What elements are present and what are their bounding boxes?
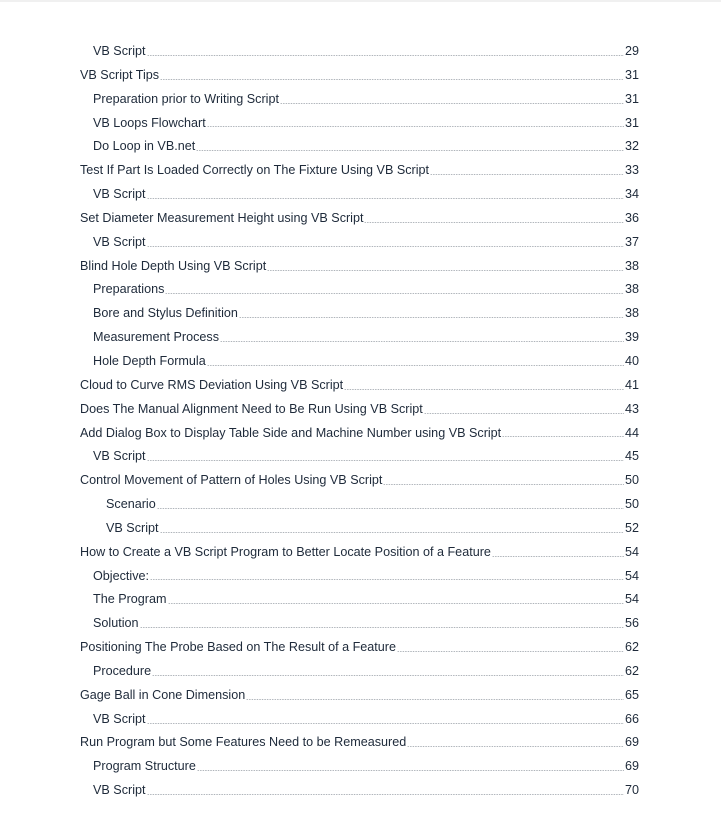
- toc-entry-page-number[interactable]: 66: [624, 711, 639, 726]
- page-top-edge: [0, 0, 721, 2]
- toc-entry[interactable]: [80, 374, 639, 398]
- toc-entry[interactable]: [80, 636, 639, 660]
- dot-leader: [157, 508, 624, 509]
- toc-entry-page-number[interactable]: 33: [624, 163, 639, 178]
- dot-leader: [430, 174, 624, 175]
- toc-entry[interactable]: [80, 731, 639, 755]
- toc-entry-title[interactable]: Does The Manual Alignment Need to Be Run Using VB Script: [80, 401, 423, 416]
- dot-leader: [207, 365, 624, 366]
- toc-entry-page-number[interactable]: 54: [624, 544, 639, 559]
- dot-leader: [220, 341, 624, 342]
- toc-entry-title[interactable]: VB Script: [93, 783, 146, 798]
- toc-entry[interactable]: [80, 517, 639, 541]
- dot-leader: [147, 723, 624, 724]
- toc-entry[interactable]: [80, 64, 639, 88]
- toc-entry-page-number[interactable]: 69: [624, 759, 639, 774]
- toc-entry-title[interactable]: Scenario: [106, 497, 156, 512]
- dot-leader: [168, 603, 624, 604]
- toc-entry[interactable]: [80, 255, 639, 279]
- toc-entry[interactable]: [80, 588, 639, 612]
- toc-entry-title[interactable]: Preparation prior to Writing Script: [93, 91, 279, 106]
- dot-leader: [165, 293, 624, 294]
- dot-leader: [196, 150, 624, 151]
- toc-entry-page-number[interactable]: 32: [624, 139, 639, 154]
- toc-entry-page-number[interactable]: 62: [624, 663, 639, 678]
- dot-leader: [492, 556, 624, 557]
- dot-leader: [147, 794, 624, 795]
- toc-entry-page-number[interactable]: 40: [624, 353, 639, 368]
- toc-entry-page-number[interactable]: 34: [624, 187, 639, 202]
- toc-entry-title[interactable]: VB Loops Flowchart: [93, 115, 206, 130]
- toc-entry-title[interactable]: VB Script: [93, 44, 146, 58]
- toc-entry-page-number[interactable]: 41: [624, 377, 639, 392]
- toc-entry-title[interactable]: Set Diameter Measurement Height using VB Script: [80, 210, 364, 225]
- toc-entry-title[interactable]: Add Dialog Box to Display Table Side and Machine Number using VB Script: [80, 425, 502, 440]
- dot-leader: [267, 270, 624, 271]
- toc-entry[interactable]: [80, 469, 639, 493]
- toc-entry-title[interactable]: Blind Hole Depth Using VB Script: [80, 258, 267, 273]
- toc-entry-title[interactable]: Preparations: [93, 282, 165, 297]
- toc-entry-page-number[interactable]: 65: [624, 687, 639, 702]
- toc-entry-page-number[interactable]: 36: [624, 210, 639, 225]
- toc-entry-page-number[interactable]: 31: [624, 67, 639, 82]
- dot-leader: [207, 126, 624, 127]
- toc-entry[interactable]: [80, 302, 639, 326]
- dot-leader: [147, 246, 624, 247]
- toc-entry[interactable]: [80, 231, 639, 255]
- toc-entry-page-number[interactable]: 54: [624, 592, 639, 607]
- toc-entry-page-number[interactable]: 38: [624, 306, 639, 321]
- dot-leader: [150, 579, 624, 580]
- toc-entry-page-number[interactable]: 52: [624, 520, 639, 535]
- toc-entry-title[interactable]: Procedure: [93, 663, 152, 678]
- dot-leader: [140, 627, 624, 628]
- toc-entry-title[interactable]: VB Script: [93, 234, 146, 249]
- toc-entry-page-number[interactable]: 45: [624, 449, 639, 464]
- toc-entry-page-number[interactable]: 50: [624, 497, 639, 512]
- toc-entry[interactable]: [80, 183, 639, 207]
- toc-entry[interactable]: [80, 112, 639, 136]
- toc-entry-page-number[interactable]: 70: [624, 783, 639, 798]
- dot-leader: [246, 699, 624, 700]
- toc-entry-page-number[interactable]: 44: [624, 425, 639, 440]
- toc-entry-page-number[interactable]: 37: [624, 234, 639, 249]
- dot-leader: [147, 55, 624, 56]
- dot-leader: [147, 460, 624, 461]
- toc-entry[interactable]: [80, 350, 639, 374]
- toc-entry[interactable]: [80, 159, 639, 183]
- toc-entry-page-number[interactable]: 38: [624, 258, 639, 273]
- toc-entry[interactable]: [80, 779, 639, 803]
- dot-leader: [407, 746, 624, 747]
- toc-entry[interactable]: [80, 278, 639, 302]
- dot-leader: [152, 675, 624, 676]
- table-of-contents: [80, 40, 639, 803]
- toc-entry-title[interactable]: Cloud to Curve RMS Deviation Using VB Script: [80, 377, 344, 392]
- toc-entry[interactable]: [80, 207, 639, 231]
- toc-entry-title[interactable]: VB Script: [93, 711, 146, 726]
- dot-leader: [364, 222, 624, 223]
- toc-entry-page-number[interactable]: 43: [624, 401, 639, 416]
- toc-entry[interactable]: [80, 612, 639, 636]
- toc-entry[interactable]: [80, 493, 639, 517]
- toc-entry-page-number[interactable]: 29: [624, 44, 639, 58]
- toc-entry-page-number[interactable]: 50: [624, 473, 639, 488]
- toc-entry-page-number[interactable]: 69: [624, 735, 639, 750]
- toc-entry-title[interactable]: The Program: [93, 592, 167, 607]
- toc-entry[interactable]: [80, 541, 639, 565]
- dot-leader: [344, 389, 624, 390]
- toc-entry-title[interactable]: VB Script Tips: [80, 67, 160, 82]
- toc-entry[interactable]: [80, 422, 639, 446]
- toc-entry-page-number[interactable]: 39: [624, 330, 639, 345]
- toc-entry[interactable]: [80, 398, 639, 422]
- dot-leader: [147, 198, 624, 199]
- toc-entry-title[interactable]: Objective:: [93, 568, 149, 583]
- toc-entry-page-number[interactable]: 56: [624, 616, 639, 631]
- dot-leader: [239, 317, 624, 318]
- toc-entry-title[interactable]: Bore and Stylus Definition: [93, 306, 238, 321]
- toc-entry-page-number[interactable]: 38: [624, 282, 639, 297]
- dot-leader: [197, 770, 624, 771]
- toc-entry-title[interactable]: VB Script: [93, 449, 146, 464]
- dot-leader: [383, 484, 624, 485]
- toc-entry[interactable]: [80, 755, 639, 779]
- toc-entry-title[interactable]: Test If Part Is Loaded Correctly on The Fixture Using VB Script: [80, 163, 430, 178]
- dot-leader: [280, 103, 624, 104]
- toc-entry-title[interactable]: Do Loop in VB.net: [93, 139, 196, 154]
- toc-entry[interactable]: [80, 88, 639, 112]
- toc-entry-title[interactable]: VB Script: [93, 187, 146, 202]
- dot-leader: [397, 651, 624, 652]
- toc-entry[interactable]: [80, 660, 639, 684]
- toc-entry-title[interactable]: Solution: [93, 616, 139, 631]
- toc-entry-page-number[interactable]: 62: [624, 640, 639, 655]
- toc-entry-title[interactable]: VB Script: [106, 520, 159, 535]
- toc-entry[interactable]: [80, 445, 639, 469]
- toc-entry-title[interactable]: Positioning The Probe Based on The Result of a Feature: [80, 640, 396, 655]
- toc-entry[interactable]: [80, 684, 639, 708]
- dot-leader: [160, 79, 624, 80]
- toc-entry-title[interactable]: Gage Ball in Cone Dimension: [80, 687, 246, 702]
- toc-entry[interactable]: [80, 708, 639, 732]
- toc-entry-title[interactable]: Hole Depth Formula: [93, 353, 206, 368]
- dot-leader: [424, 413, 624, 414]
- toc-entry-title[interactable]: Program Structure: [93, 759, 196, 774]
- toc-entry-title[interactable]: How to Create a VB Script Program to Better Locate Position of a Feature: [80, 544, 491, 559]
- toc-entry-page-number[interactable]: 54: [624, 568, 639, 583]
- toc-entry-page-number[interactable]: 31: [624, 91, 639, 106]
- dot-leader: [502, 436, 624, 437]
- toc-entry[interactable]: [80, 135, 639, 159]
- toc-entry-title[interactable]: Control Movement of Pattern of Holes Using VB Script: [80, 473, 383, 488]
- toc-entry-title[interactable]: Run Program but Some Features Need to be Remeasured: [80, 735, 407, 750]
- toc-entry[interactable]: [80, 565, 639, 589]
- toc-entry-page-number[interactable]: 31: [624, 115, 639, 130]
- toc-entry[interactable]: [80, 40, 639, 64]
- toc-entry-title[interactable]: Measurement Process: [93, 330, 219, 345]
- toc-entry[interactable]: [80, 326, 639, 350]
- dot-leader: [160, 532, 624, 533]
